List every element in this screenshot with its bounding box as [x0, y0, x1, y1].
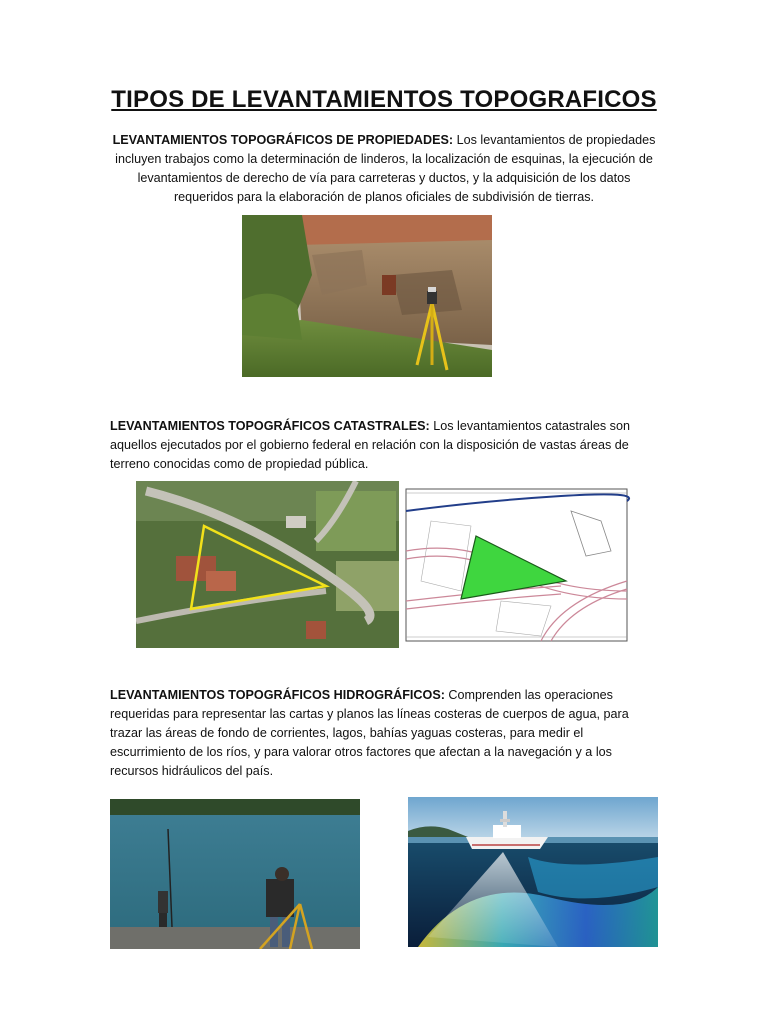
section-text: Los levantamientos de propiedades incluyen trabajos como la determinación de linderos, la localización de esquinas, la ejecución de levantamientos de derecho de vía para carreteras y ductos, y la adquisición de los datos requeridos para la elaboración de planos oficiales de subdivisión de tierras.	[115, 133, 656, 204]
section-heading: LEVANTAMIENTOS TOPOGRÁFICOS DE PROPIEDADES:	[112, 133, 454, 147]
section-hydrographic	[110, 686, 650, 781]
sonar-survey-ship-image	[408, 797, 658, 947]
page-title: TIPOS DE LEVANTAMIENTOS TOPOGRAFICOS	[111, 86, 657, 113]
photo-surveyors-waterfront	[110, 799, 360, 949]
section-heading: LEVANTAMIENTOS TOPOGRÁFICOS HIDROGRÁFICOS:	[110, 688, 445, 702]
section-text: Comprenden las operaciones requeridas para representar las cartas y planos las líneas costeras de cuerpos de agua, para trazar las áreas de fondo de corrientes, lagos, bahías yaguas costeras, para medir el escurrimiento de los ríos, y para valorar otros factores que afectan a la navegación y a los recursos hidráulicos del país.	[110, 688, 629, 778]
section-properties	[108, 131, 660, 207]
aerial-photo-parcel	[136, 481, 399, 648]
section-cadastral	[110, 417, 658, 474]
photo-total-station-wall	[242, 215, 492, 377]
cadastral-map	[401, 481, 632, 648]
section-heading: LEVANTAMIENTOS TOPOGRÁFICOS CATASTRALES:	[110, 419, 430, 433]
section-text: Los levantamientos catastrales son aquellos ejecutados por el gobierno federal en relación con la disposición de vastas áreas de terreno conocidas como de propiedad pública.	[110, 419, 630, 471]
